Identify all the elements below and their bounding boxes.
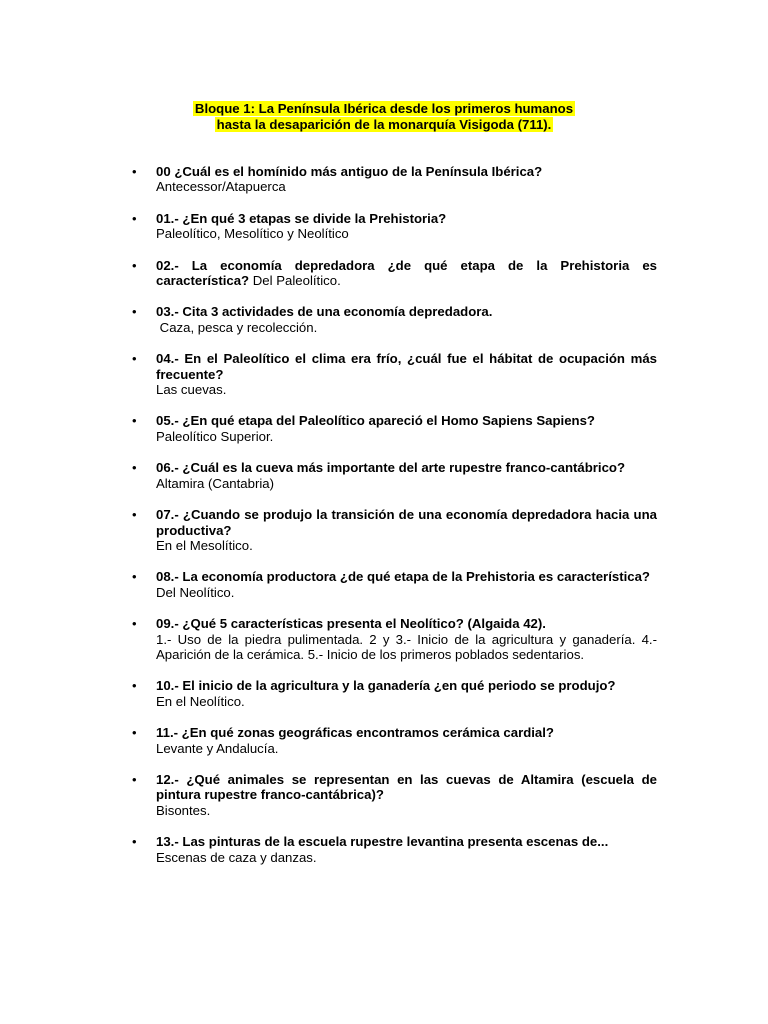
answer-text: Antecessor/Atapuerca xyxy=(156,179,286,195)
list-item xyxy=(0,351,768,397)
list-item xyxy=(0,507,768,553)
answer-text: Escenas de caza y danzas. xyxy=(156,849,317,865)
list-item xyxy=(0,304,768,335)
bullet-icon: • xyxy=(132,678,137,694)
bullet-icon: • xyxy=(132,257,137,273)
question-text: 00 ¿Cuál es el homínido más antiguo de la Península Ibérica? xyxy=(156,164,543,179)
question-text: 07.- ¿Cuando se produjo la transición de una economía depredadora hacia una productiva? xyxy=(156,507,657,538)
question-text: 01.- ¿En qué 3 etapas se divide la Prehistoria? xyxy=(156,210,447,226)
question-text: 08.- La economía productora ¿de qué etapa de la Prehistoria es característica? xyxy=(156,569,650,585)
question-list xyxy=(0,164,768,881)
list-item xyxy=(0,258,768,289)
bullet-icon: • xyxy=(132,507,137,523)
answer-text: Bisontes. xyxy=(156,802,211,818)
list-item xyxy=(0,678,768,709)
answer-text: Altamira (Cantabria) xyxy=(156,475,274,491)
question-text: 10.- El inicio de la agricultura y la ganadería ¿en qué periodo se produjo? xyxy=(156,678,616,694)
answer-text: Paleolítico, Mesolítico y Neolítico xyxy=(156,226,349,242)
answer-text: Caza, pesca y recolección. xyxy=(156,319,318,335)
answer-text: 1.- Uso de la piedra pulimentada. 2 y 3.- Inicio de la agricultura y ganadería. 4.- Aparición de la cerámica. 5.- Inicio de los primeros poblados sedentarios. xyxy=(156,631,657,662)
bullet-icon: • xyxy=(132,460,137,476)
answer-text: En el Mesolítico. xyxy=(156,537,253,553)
answer-text: Del Neolítico. xyxy=(156,584,235,600)
answer-text: En el Neolítico. xyxy=(156,693,245,709)
list-item xyxy=(0,164,768,195)
bullet-icon: • xyxy=(132,210,137,226)
bullet-icon: • xyxy=(132,569,137,585)
list-item xyxy=(0,725,768,756)
question-text: 12.- ¿Qué animales se representan en las cuevas de Altamira (escuela de pintura rupestre franco-cantábrica)? xyxy=(156,771,657,803)
list-item xyxy=(0,772,768,818)
question-text: 11.- ¿En qué zonas geográficas encontramos cerámica cardial? xyxy=(156,725,554,741)
question-text: 05.- ¿En qué etapa del Paleolítico apareció el Homo Sapiens Sapiens? xyxy=(156,413,595,429)
bullet-icon: • xyxy=(132,164,137,179)
bullet-icon: • xyxy=(132,351,137,367)
bullet-icon: • xyxy=(132,413,137,429)
question-text-inner: 02.- La economía depredadora ¿de qué etapa de la Prehistoria es característica? xyxy=(156,257,657,289)
document-title xyxy=(0,101,768,133)
bullet-icon: • xyxy=(132,771,137,787)
list-item xyxy=(0,834,768,865)
answer-text: Las cuevas. xyxy=(156,382,227,398)
bullet-icon: • xyxy=(132,304,137,320)
bullet-icon: • xyxy=(132,616,137,632)
question-text: 04.- En el Paleolítico el clima era frío, ¿cuál fue el hábitat de ocupación más frecuente? xyxy=(156,351,657,382)
bullet-icon: • xyxy=(132,834,137,850)
question-text: 06.- ¿Cuál es la cueva más importante del arte rupestre franco-cantábrico? xyxy=(156,460,626,476)
list-item xyxy=(0,569,768,600)
list-item xyxy=(0,413,768,444)
question-text xyxy=(156,258,657,289)
list-item xyxy=(0,616,768,662)
list-item xyxy=(0,211,768,242)
answer-text: Paleolítico Superior. xyxy=(156,428,274,444)
title-line-1: Bloque 1: La Península Ibérica desde los primeros humanos xyxy=(194,101,574,116)
answer-text: Levante y Andalucía. xyxy=(156,740,279,756)
question-text: 13.- Las pinturas de la escuela rupestre levantina presenta escenas de... xyxy=(156,834,609,850)
title-line-2: hasta la desaparición de la monarquía Visigoda (711). xyxy=(216,117,552,132)
answer-text-inline: Del Paleolítico. xyxy=(249,273,341,289)
question-text: 09.- ¿Qué 5 características presenta el Neolítico? (Algaida 42). xyxy=(156,616,546,632)
list-item xyxy=(0,460,768,491)
question-text: 03.- Cita 3 actividades de una economía depredadora. xyxy=(156,304,493,320)
bullet-icon: • xyxy=(132,725,137,741)
